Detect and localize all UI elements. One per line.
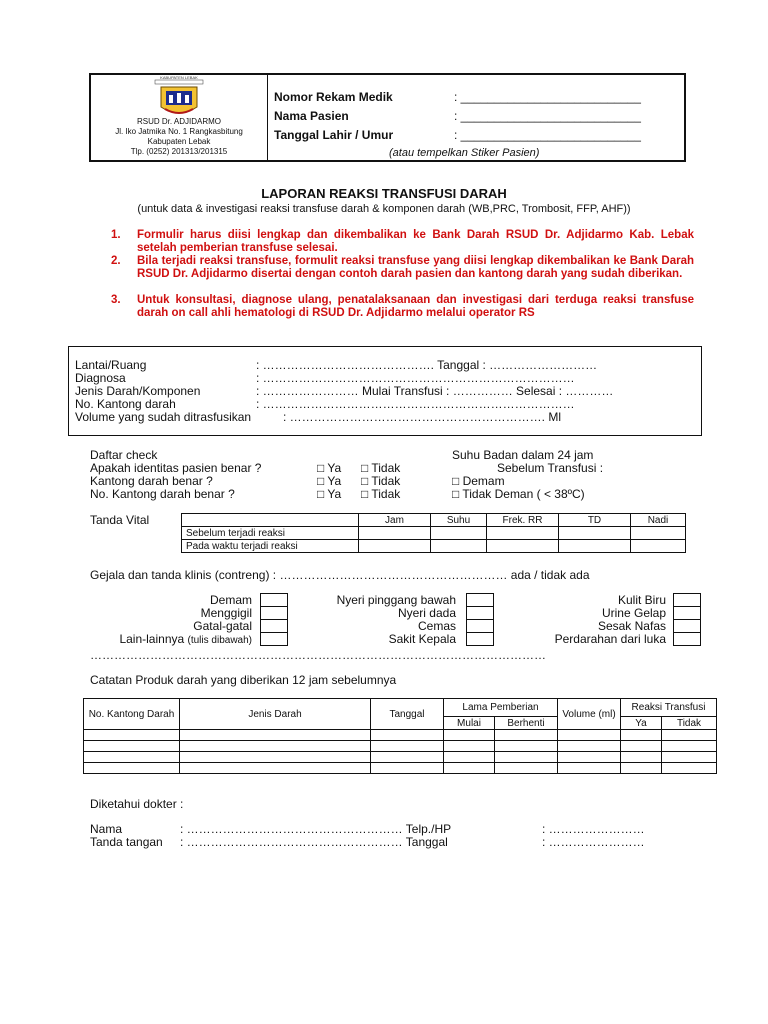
table-cell[interactable]: [371, 763, 444, 774]
table-header: Lama Pemberian: [444, 699, 558, 717]
table-cell[interactable]: [631, 540, 686, 553]
table-cell[interactable]: [444, 741, 495, 752]
symptom-label: Cemas: [417, 619, 456, 633]
sign-date-field[interactable]: : ……………………: [542, 835, 645, 849]
products-title: Catatan Produk darah yang diberikan 12 jam sebelumnya: [90, 673, 397, 687]
table-cell[interactable]: [180, 730, 371, 741]
table-row: [84, 741, 717, 752]
symptom-checkbox[interactable]: [673, 606, 701, 620]
table-cell[interactable]: [495, 763, 558, 774]
table-header: Nadi: [631, 514, 686, 527]
form-title: LAPORAN REAKSI TRANSFUSI DARAH: [261, 186, 507, 201]
symptom-checkbox[interactable]: [260, 593, 288, 607]
check-question: No. Kantong darah benar ?: [90, 487, 235, 501]
table-cell[interactable]: [444, 763, 495, 774]
table-cell[interactable]: [444, 730, 495, 741]
instruction-text: Untuk konsultasi, diagnose ulang, penatalaksanaan dan investigasi dari terduga reaksi transfuse darah on call ahli hematologi di RSUD Dr. Adjidarmo melalui operator RS: [137, 294, 694, 319]
symptom-checkbox[interactable]: [466, 619, 494, 633]
table-cell[interactable]: [371, 730, 444, 741]
table-row: [182, 540, 686, 553]
row-label: Pada waktu terjadi reaksi: [182, 540, 359, 553]
doctor-name-field[interactable]: : ……………………………………………… Telp./HP: [180, 822, 452, 836]
header-divider: [267, 75, 268, 160]
info-label-bag-number: No. Kantong darah: [75, 397, 176, 411]
signature-field[interactable]: : ……………………………………………… Tanggal: [180, 835, 448, 849]
dob-field[interactable]: : ___________________________: [454, 128, 641, 142]
check-no-option[interactable]: □ Tidak: [361, 474, 401, 488]
info-field-volume[interactable]: : ………………………………………………………. Ml: [283, 410, 561, 424]
table-cell[interactable]: [487, 540, 559, 553]
dob-label: Tanggal Lahir / Umur: [274, 128, 394, 142]
fever-option[interactable]: □ Demam: [452, 474, 505, 488]
symptom-checkbox[interactable]: [673, 593, 701, 607]
temperature-before-label: Sebelum Transfusi :: [497, 461, 604, 475]
table-header: Reaksi Transfusi: [621, 699, 717, 717]
checklist-title: Daftar check: [90, 448, 158, 462]
table-cell[interactable]: [495, 730, 558, 741]
table-cell[interactable]: [559, 540, 631, 553]
mrn-label: Nomor Rekam Medik: [274, 90, 393, 104]
symptom-label: Kulit Biru: [617, 593, 666, 607]
hospital-phone: Tlp. (0252) 201313/201315: [130, 147, 228, 156]
table-cell[interactable]: [359, 527, 431, 540]
table-header: Suhu: [431, 514, 487, 527]
instruction-number: 3.: [111, 294, 121, 306]
table-cell[interactable]: [559, 527, 631, 540]
patient-name-field[interactable]: : ___________________________: [454, 109, 641, 123]
table-cell[interactable]: [621, 763, 662, 774]
table-header: TD: [559, 514, 631, 527]
table-cell[interactable]: [431, 540, 487, 553]
check-yes-option[interactable]: □ Ya: [317, 474, 342, 488]
symptom-label: Nyeri dada: [397, 606, 456, 620]
table-cell[interactable]: [631, 527, 686, 540]
table-cell[interactable]: [495, 752, 558, 763]
mrn-field[interactable]: : ___________________________: [454, 90, 641, 104]
table-header: Jenis Darah: [180, 699, 371, 730]
instruction-item: [111, 229, 694, 255]
table-cell[interactable]: [621, 741, 662, 752]
hospital-logo: [153, 79, 205, 119]
vital-signs-table: [181, 513, 686, 553]
symptom-label: Urine Gelap: [601, 606, 666, 620]
symptoms-prompt: Gejala dan tanda klinis (contreng) : ………………………………………………… ada / tidak ada: [90, 568, 590, 582]
table-cell[interactable]: [558, 752, 621, 763]
table-cell[interactable]: [487, 527, 559, 540]
symptom-label: Demam: [209, 593, 252, 607]
check-yes-option[interactable]: □ Ya: [317, 461, 342, 475]
table-cell[interactable]: [84, 763, 180, 774]
check-no-option[interactable]: □ Tidak: [361, 461, 401, 475]
symptom-checkbox[interactable]: [466, 593, 494, 607]
table-cell[interactable]: [180, 741, 371, 752]
symptom-label: Sesak Nafas: [597, 619, 666, 633]
sticker-note: (atau tempelkan Stiker Pasien): [389, 147, 540, 159]
symptom-checkbox[interactable]: [673, 619, 701, 633]
table-row: [84, 699, 717, 717]
symptom-checkbox[interactable]: [260, 619, 288, 633]
symptom-checkbox[interactable]: [466, 632, 494, 646]
table-header: Volume (ml): [558, 699, 621, 730]
symptom-label: Menggigil: [200, 606, 252, 620]
instruction-number: 1.: [111, 229, 121, 241]
info-field-bag-number[interactable]: : ……………………………………………………………………: [256, 397, 575, 411]
table-cell[interactable]: [180, 752, 371, 763]
table-row: [84, 752, 717, 763]
symptom-label: Gatal-gatal: [193, 619, 252, 633]
table-cell[interactable]: [431, 527, 487, 540]
symptom-checkbox[interactable]: [466, 606, 494, 620]
info-field-room[interactable]: : ……………………………………. Tanggal : ………………………: [256, 358, 598, 372]
table-cell[interactable]: [444, 752, 495, 763]
table-cell[interactable]: [495, 741, 558, 752]
form-subtitle: (untuk data & investigasi reaksi transfuse darah & komponen darah (WB,PRC, Trombosit, FFP, AHF)): [137, 203, 631, 215]
check-question: Apakah identitas pasien benar ?: [90, 461, 262, 475]
check-question: Kantong darah benar ?: [90, 474, 213, 488]
table-cell[interactable]: [662, 730, 717, 741]
table-cell[interactable]: [371, 752, 444, 763]
symptom-label: Perdarahan dari luka: [554, 632, 666, 646]
hospital-address: Jl. Iko Jatmika No. 1 Rangkasbitung: [115, 127, 243, 136]
check-no-option[interactable]: □ Tidak: [361, 487, 401, 501]
table-row: [182, 514, 686, 527]
info-label-blood-type: Jenis Darah/Komponen: [75, 384, 201, 398]
symptom-checkbox[interactable]: [260, 632, 288, 646]
patient-header: [89, 73, 686, 162]
info-label-volume: Volume yang sudah ditrasfusikan: [75, 410, 252, 424]
info-label-diagnosis: Diagnosa: [75, 371, 126, 385]
symptom-checkbox[interactable]: [260, 606, 288, 620]
table-cell[interactable]: [84, 730, 180, 741]
temperature-title: Suhu Badan dalam 24 jam: [452, 448, 594, 462]
table-cell[interactable]: [84, 741, 180, 752]
table-cell[interactable]: [558, 763, 621, 774]
table-header: Frek. RR: [487, 514, 559, 527]
table-row: [84, 730, 717, 741]
table-header: Tanggal: [371, 699, 444, 730]
doctor-phone-field[interactable]: : ……………………: [542, 822, 645, 836]
table-cell[interactable]: [662, 741, 717, 752]
instruction-text: Bila terjadi reaksi transfuse, formulit reaksi transfuse yang diisi lengkap dikembalikan ke Bank Darah RSUD Dr. Adjidarmo disertai dengan contoh darah pasien dan kantong darah yang sudah diberikan.: [137, 255, 694, 280]
table-cell[interactable]: [621, 752, 662, 763]
instruction-text: Formulir harus diisi lengkap dan dikembalikan ke Bank Darah RSUD Dr. Adjidarmo Kab. Lebak setelah pemberian transfuse selesai.: [137, 229, 694, 254]
vital-signs-label: Tanda Vital: [90, 513, 150, 527]
symptom-other-note: (tulis dibawah): [187, 635, 252, 646]
signature-label: Tanda tangan: [90, 835, 163, 849]
doctor-ack-label: Diketahui dokter :: [90, 797, 184, 811]
blood-products-table: [83, 698, 717, 774]
symptom-label: Nyeri pinggang bawah: [336, 593, 456, 607]
check-yes-option[interactable]: □ Ya: [317, 487, 342, 501]
info-field-blood-type[interactable]: : …………………… Mulai Transfusi : …………… Selesai : …………: [256, 384, 614, 398]
info-label-room: Lantai/Ruang: [75, 358, 147, 372]
symptom-notes-line[interactable]: ……………………………………………………………………………………………………: [90, 648, 546, 662]
table-cell[interactable]: [371, 741, 444, 752]
table-header: No. Kantong Darah: [84, 699, 180, 730]
table-header: Jam: [359, 514, 431, 527]
doctor-name-label: Nama: [90, 822, 123, 836]
table-cell[interactable]: [662, 752, 717, 763]
table-cell: [182, 514, 359, 527]
table-cell[interactable]: [84, 752, 180, 763]
table-header: Ya: [621, 717, 662, 730]
table-cell[interactable]: [558, 730, 621, 741]
table-cell[interactable]: [359, 540, 431, 553]
instruction-item: [111, 294, 694, 320]
table-cell[interactable]: [621, 730, 662, 741]
table-header: Mulai: [444, 717, 495, 730]
instruction-item: [111, 255, 694, 281]
table-cell[interactable]: [662, 763, 717, 774]
row-label: Sebelum terjadi reaksi: [182, 527, 359, 540]
hospital-name: RSUD Dr. ADJIDARMO: [136, 117, 221, 126]
table-cell[interactable]: [180, 763, 371, 774]
patient-name-label: Nama Pasien: [274, 109, 349, 123]
info-field-diagnosis[interactable]: : ……………………………………………………………………: [256, 371, 575, 385]
logo-caption: KABUPATEN LEBAK: [160, 75, 198, 80]
transfusion-info-box: [68, 346, 702, 436]
instruction-number: 2.: [111, 255, 121, 267]
table-header: Tidak: [662, 717, 717, 730]
symptom-other-label: Lain-lainnya: [119, 632, 185, 646]
symptom-label: Sakit Kepala: [388, 632, 456, 646]
no-fever-option[interactable]: □ Tidak Deman ( < 38ºC): [452, 487, 585, 501]
table-row: [182, 527, 686, 540]
symptom-label: [119, 632, 252, 646]
table-row: [84, 763, 717, 774]
hospital-regency: Kabupaten Lebak: [147, 137, 211, 146]
symptom-checkbox[interactable]: [673, 632, 701, 646]
table-header: Berhenti: [495, 717, 558, 730]
table-cell[interactable]: [558, 741, 621, 752]
